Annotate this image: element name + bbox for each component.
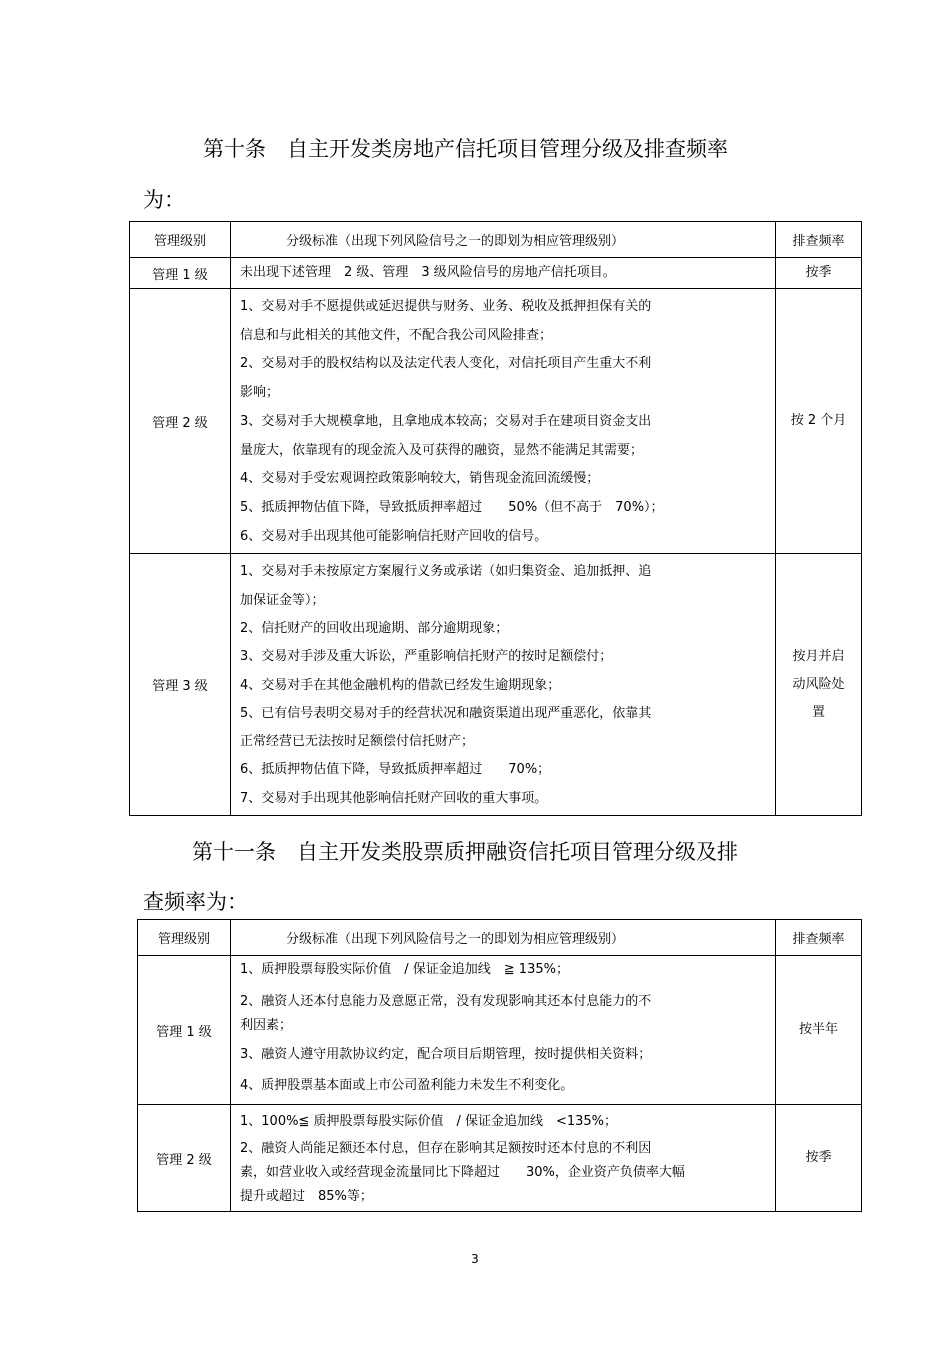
criteria-line: 2、融资人尚能足额还本付息，但存在影响其足额按时还本付息的不利因 [240,1141,652,1156]
level-cell: 管理 3 级 [130,554,231,816]
criteria-line: 提升或超过 85%等； [240,1189,373,1204]
header-criteria: 分级标准（出现下列风险信号之一的即划为相应管理级别） [231,222,776,258]
frequency-line: 按 2 个月 [790,413,847,429]
criteria-line: 7、交易对手出现其他影响信托财产回收的重大事项。 [240,790,548,806]
criteria-line: 4、交易对手在其他金融机构的借款已经发生逾期现象； [240,677,561,693]
criteria-line: 5、抵质押物估值下降，导致抵质押率超过 50%（但不高于 70%）； [240,499,664,515]
criteria-line: 6、交易对手出现其他可能影响信托财产回收的信号。 [240,528,548,544]
section-10-heading: 第十条 自主开发类房地产信托项目管理分级及排查频率 [203,137,728,161]
table-row [138,1105,862,1212]
level-cell: 管理 2 级 [138,1105,231,1212]
header-level: 管理级别 [138,920,231,956]
frequency-line: 按季 [805,265,832,280]
frequency-cell [776,258,862,289]
table-row [138,956,862,1105]
criteria-line: 4、交易对手受宏观调控政策影响较大，销售现金流回流缓慢； [240,471,600,487]
criteria-line: 2、交易对手的股权结构以及法定代表人变化，对信托项目产生重大不利 [240,356,652,372]
section-11-heading-continued: 查频率为： [143,890,248,914]
table-header-row [138,920,862,956]
header-frequency: 排查频率 [776,920,862,956]
frequency-line: 动风险处 [792,676,845,692]
table-row [130,258,862,289]
frequency-cell [776,956,862,1105]
criteria-line: 影响； [240,385,280,401]
criteria-line: 6、抵质押物估值下降，导致抵质押率超过 70%； [240,762,551,778]
criteria-line: 1、交易对手未按原定方案履行义务或承诺（如归集资金、追加抵押、追 [240,564,652,580]
page-number: 3 [471,1252,479,1266]
criteria-line: 1、质押股票每股实际价值 / 保证金追加线 ≧ 135%； [240,962,569,977]
criteria-cell [231,1105,776,1212]
section-10-table [129,221,862,816]
frequency-line: 置 [811,704,825,720]
criteria-line: 1、100%≦ 质押股票每股实际价值 / 保证金追加线 <135%； [240,1114,618,1129]
section-11-table [137,919,862,1212]
criteria-cell [231,956,776,1105]
section-10-heading-continued: 为： [143,188,185,212]
frequency-line: 按季 [805,1150,832,1165]
frequency-cell [776,554,862,816]
criteria-line: 3、交易对手涉及重大诉讼，严重影响信托财产的按时足额偿付； [240,649,613,665]
criteria-cell [231,289,776,554]
table-row [130,554,862,816]
criteria-line: 未出现下述管理 2 级、管理 3 级风险信号的房地产信托项目。 [240,265,616,280]
criteria-cell [231,258,776,289]
criteria-line: 2、信托财产的回收出现逾期、部分逾期现象； [240,620,509,636]
criteria-cell [231,554,776,816]
criteria-line: 信息和与此相关的其他文件，不配合我公司风险排查； [240,327,553,343]
criteria-line: 量庞大，依靠现有的现金流入及可获得的融资，显然不能满足其需要； [240,442,644,458]
header-criteria: 分级标准（出现下列风险信号之一的即划为相应管理级别） [231,920,776,956]
level-cell: 管理 1 级 [130,258,231,289]
criteria-line: 加保证金等）； [240,592,325,608]
frequency-cell [776,289,862,554]
frequency-cell [776,1105,862,1212]
criteria-line: 3、交易对手大规模拿地，且拿地成本较高；交易对手在建项目资金支出 [240,413,652,429]
criteria-line: 素，如营业收入或经营现金流量同比下降超过 30%，企业资产负债率大幅 [240,1165,685,1180]
criteria-line: 5、已有信号表明交易对手的经营状况和融资渠道出现严重恶化，依靠其 [240,705,652,721]
criteria-line: 1、交易对手不愿提供或延迟提供与财务、业务、税收及抵押担保有关的 [240,299,652,314]
frequency-line: 按半年 [798,1022,838,1037]
table-row [130,289,862,554]
header-frequency: 排查频率 [776,222,862,258]
criteria-line: 利因素； [240,1018,293,1033]
level-cell: 管理 2 级 [130,289,231,554]
table-header-row [130,222,862,258]
criteria-line: 2、融资人还本付息能力及意愿正常，没有发现影响其还本付息能力的不 [240,994,652,1009]
criteria-line: 3、融资人遵守用款协议约定，配合项目后期管理，按时提供相关资料； [240,1047,652,1062]
section-11-heading: 第十一条 自主开发类股票质押融资信托项目管理分级及排 [192,840,738,864]
criteria-line: 4、质押股票基本面或上市公司盈利能力未发生不利变化。 [240,1078,574,1093]
frequency-line: 按月并启 [792,648,845,664]
header-level: 管理级别 [130,222,231,258]
level-cell: 管理 1 级 [138,956,231,1105]
criteria-line: 正常经营已无法按时足额偿付信托财产； [240,734,475,750]
